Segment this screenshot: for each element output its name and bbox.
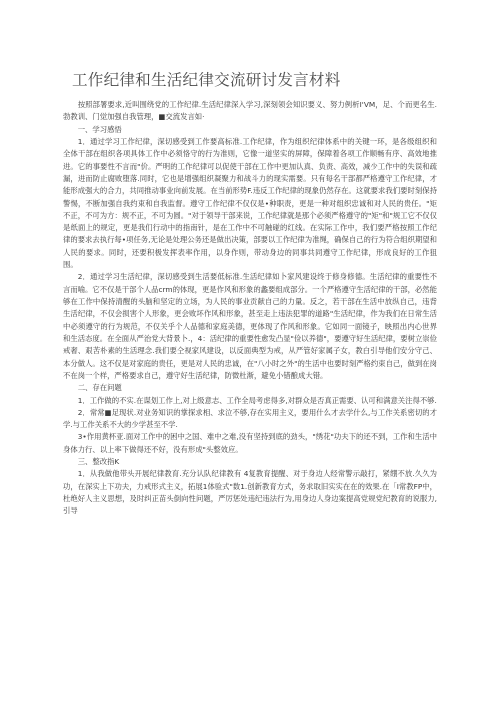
- section-heading-learning: 一、学习感悟: [77, 124, 122, 134]
- problem-item-2: 2．常常■足现状.对业务知识的掌探求相、求泣不够,存在实用主义，要用什么才去学什么,与工作关系密切的才学.与工作关系不大的少学甚至不学.: [63, 407, 437, 430]
- paragraph-work-discipline: 1．通过学习工作纪律，深切感受到工作要高标准.工作纪律，作为组织纪律体系中的关键一环，是各级组织和全体干部在组织各项具体工作中必须恪守的行为准则，它像一道坚实的屏障，保障着各项工作顺畅有序、高效地推进。它的事要性不言而"价。严明的工作纪律可以促使干部在工作中更加认真、负责、高效，减少工作中的失误和疏漏，进而防止腐败堕落.同时，它也是增强组织凝聚力和战斗力的现实需要。只有每名干部都严格遵守工作纪律，才能形成强大的合力，共同推动事业向前发展。在当前形势F.违反工作纪律的现象仍然存在。这就要求我们要时刻保持警惕，不断加强自我约束和自我监督。遵守工作纪律不仅仅是•种职责，更是一种对组织忠诚和对人民的贵任。"矩不正，不可为方：规不正，不可为圆。"对于领导干部来说，工作纪律就是那个必须严格遵守的"矩"和"规工它不仅仅是纸面上的规定，更是我们行动中的指南针，是在工作中不可触碰的红线。在实际工作中，我们要严格按照工作纪律的要求去执行每•项任务,无论是处理公务还是做出决策，部要以工作纪律为准绳，确保自己的行为符合组织期望和人民的要求。同时，还要积极发挥表率作用，以身作则，带动身边的同事共同遵守工作纪律，形成良好的工作狙围。: [63, 136, 437, 270]
- paragraph-life-discipline: 2．通过学习生活纪律，深切感受到生活要低标准.生活纪律如卜家风建设终于修身修德。生活纪律的重要性不言而喻。它不仅是干部个人品crm的体现，更是作风和形象的蠡要组成部分。一个严格遵守生活纪律的干部，必然能够在工作中保持清醒的头脑和坚定的立场，为人民的事业贡献自己的力量。反之，若干部在生活中放纵自己，违背生活纪律，不仅会损害个人形象，更会败坏作风和形象，甚至走上违法犯罪的道路"生活纪律，作为我们在日常生活中必须遵守的行为规范，不仅关乎个人品德和家庭美德，更体现了作风和形象。它如同一面镜子，映照出内心世界和生活态度。在全面从严治党大背景卜.，4：活纪律的重要性愈发凸显"俭以养德"，要遵守好生活纪律，要树立崇俭戒奢、艰苦朴素的生活理念.我们要仝视家风建设，以反面典型为戒，从严管好家属子女，教白引导他们安分守己、本分做人。这不仅是对家庭的贵任，更是对人民的忠诚，在"八小时之外"的生活中也要时刻严格约束自己，做到在岗不在岗一个样，严格要求自己，遵守好生活纪律，防微杜渐，避免小错酿成大错。: [63, 272, 437, 380]
- intro-paragraph: 按照部署要求,近叫围绕党的工作纪律.生活纪律深入学习,深刻领会知识要义、努力例析I'VM，足、个而更名生.勃教训、门觉加强自我管理，■交流发言如·: [63, 100, 437, 122]
- document-title: 工作纪律和生活纪律交流研讨发言材料: [72, 71, 341, 89]
- section-heading-rectification: 三、整改指K: [77, 457, 120, 467]
- document-body: [63, 99, 437, 518]
- rectification-item-1: 1．从我做他带头开展纪律教育.充分认队纪律教有 4复教育提醒、对于身边人经常警示敲打，紧绷不放.久久为功，在深实上下功夫，力戒形式主义，拓展1体验式"数1.创新教育方式，务求取旧实实在在的效果.在「I常教FP中，杜绝好人主义思想，及时纠正苗头倒向性问题，严厉惩处违纪违法行为,用身边人身边案提高党规党纪教育的说服力,引导: [63, 469, 437, 516]
- section-heading-problems: 二、存在问题: [77, 383, 122, 393]
- problem-item-3: 3•作用黄杯亚.面对工作中的困中之国、难中之难,没有坚持到底的劲头，"绣花"功夫下的还不到，工作和生活中身体力行、以上率下做得还不好，没有形成"头整效应。: [63, 432, 437, 454]
- problem-item-1: 1．工作做的不实.在谋划工作上,对上级意志、工作全局考虑得多,对群众是否真正需要、认可和满意关注得不够.: [77, 395, 437, 405]
